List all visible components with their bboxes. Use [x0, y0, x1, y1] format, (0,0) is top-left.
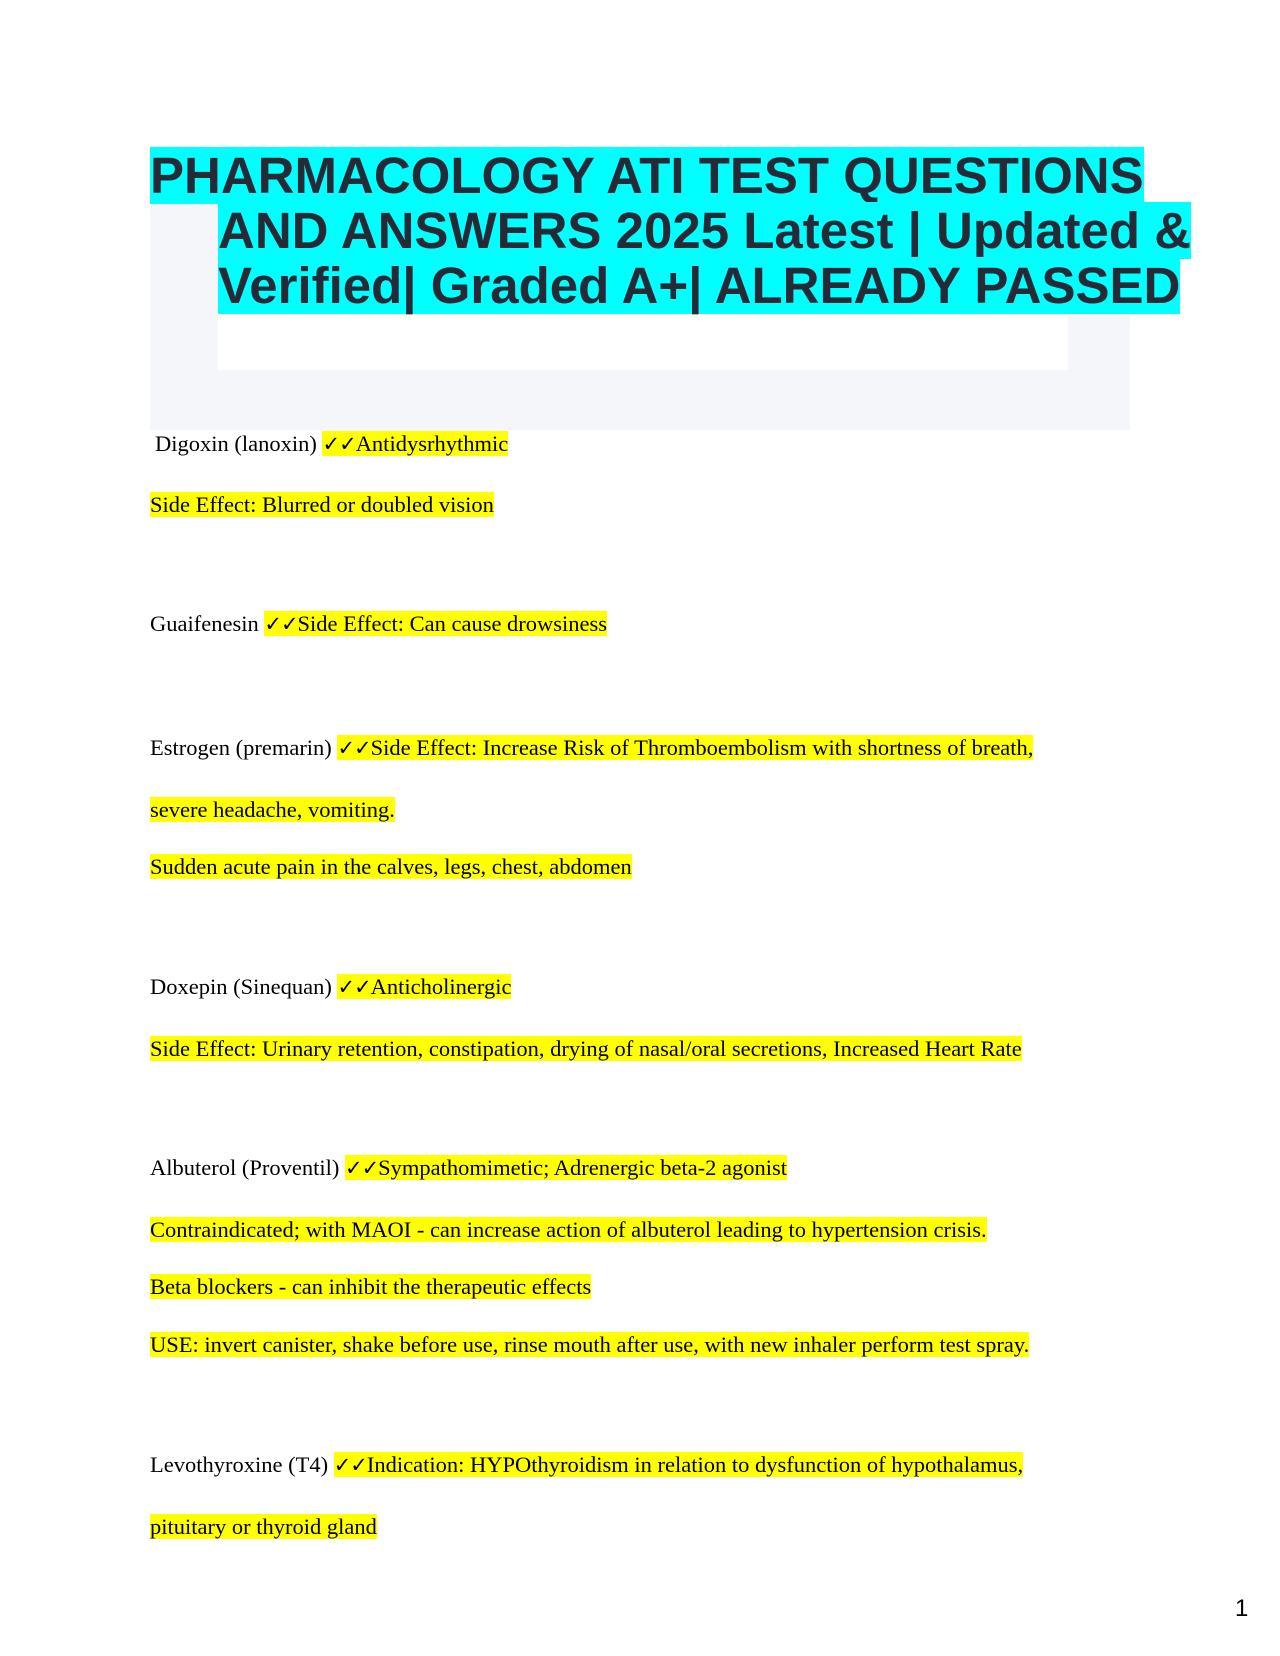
- answer-line-text: Beta blockers - can inhibit the therapeutic effects: [150, 1274, 592, 1299]
- check-icon: ✓✓: [337, 736, 371, 760]
- answer-line-text: severe headache, vomiting.: [150, 797, 395, 822]
- entry-estrogen-question: [150, 733, 1033, 763]
- entry-estrogen-line-1: [150, 795, 395, 825]
- answer-line-text: pituitary or thyroid gland: [150, 1514, 377, 1539]
- answer-line-text: Side Effect: Urinary retention, constipation, drying of nasal/oral secretions, Increased Heart Rate: [150, 1036, 1022, 1061]
- answer-highlight: [334, 1452, 1023, 1477]
- term-text: Digoxin (lanoxin): [155, 431, 323, 456]
- answer-highlight: [337, 974, 511, 999]
- term-text: Estrogen (premarin): [150, 735, 338, 760]
- entry-guaifenesin-question: [150, 609, 607, 639]
- answer-highlight: [337, 735, 1033, 760]
- answer-highlight: [264, 611, 607, 636]
- entry-doxepin-line-1: [150, 1034, 1022, 1064]
- answer-text: Antidysrhythmic: [355, 431, 509, 456]
- entry-digoxin-line-1: [150, 490, 494, 520]
- term-text: Levothyroxine (T4): [150, 1452, 334, 1477]
- check-icon: ✓✓: [337, 975, 371, 999]
- term-text: Albuterol (Proventil): [150, 1155, 345, 1180]
- entry-albuterol-line-3: [150, 1330, 1029, 1360]
- answer-line-text: Sudden acute pain in the calves, legs, chest, abdomen: [150, 854, 632, 879]
- entry-levothyroxine-line-1: [150, 1512, 377, 1542]
- answer-line-text: USE: invert canister, shake before use, rinse mouth after use, with new inhaler perform test spray.: [150, 1332, 1030, 1357]
- term-text: Guaifenesin: [150, 611, 265, 636]
- entry-albuterol-question: [150, 1153, 787, 1183]
- answer-line-text: Contraindicated; with MAOI - can increase action of albuterol leading to hypertension crisis.: [150, 1217, 987, 1242]
- answer-highlight: [345, 1155, 787, 1180]
- check-icon: ✓✓: [264, 612, 298, 636]
- answer-text: Side Effect: Can cause drowsiness: [297, 611, 608, 636]
- check-icon: ✓✓: [333, 1453, 367, 1477]
- answer-text: Anticholinergic: [370, 974, 512, 999]
- entry-albuterol-line-2: [150, 1272, 591, 1302]
- entry-levothyroxine-question: [150, 1450, 1023, 1480]
- answer-text: Indication: HYPOthyroidism in relation to dysfunction of hypothalamus,: [366, 1452, 1024, 1477]
- entry-doxepin-question: [150, 972, 511, 1002]
- document-title-text: PHARMACOLOGY ATI TEST QUESTIONS AND ANSWERS 2025 Latest | Updated & Verified| Graded A+| ALREADY PASSED: [150, 147, 1192, 314]
- answer-text: Sympathomimetic; Adrenergic beta-2 agonist: [378, 1155, 788, 1180]
- term-text: Doxepin (Sinequan): [150, 974, 338, 999]
- entry-estrogen-line-2: [150, 852, 632, 882]
- answer-text: Side Effect: Increase Risk of Thromboembolism with shortness of breath,: [370, 735, 1034, 760]
- check-icon: ✓✓: [322, 432, 356, 456]
- entry-digoxin-question: [155, 429, 508, 459]
- check-icon: ✓✓: [344, 1156, 379, 1180]
- answer-line-text: Side Effect: Blurred or doubled vision: [150, 492, 494, 517]
- page-number: 1: [1235, 1595, 1249, 1622]
- document-title: [150, 148, 1208, 313]
- answer-highlight: [322, 431, 508, 456]
- entry-albuterol-line-1: [150, 1215, 987, 1245]
